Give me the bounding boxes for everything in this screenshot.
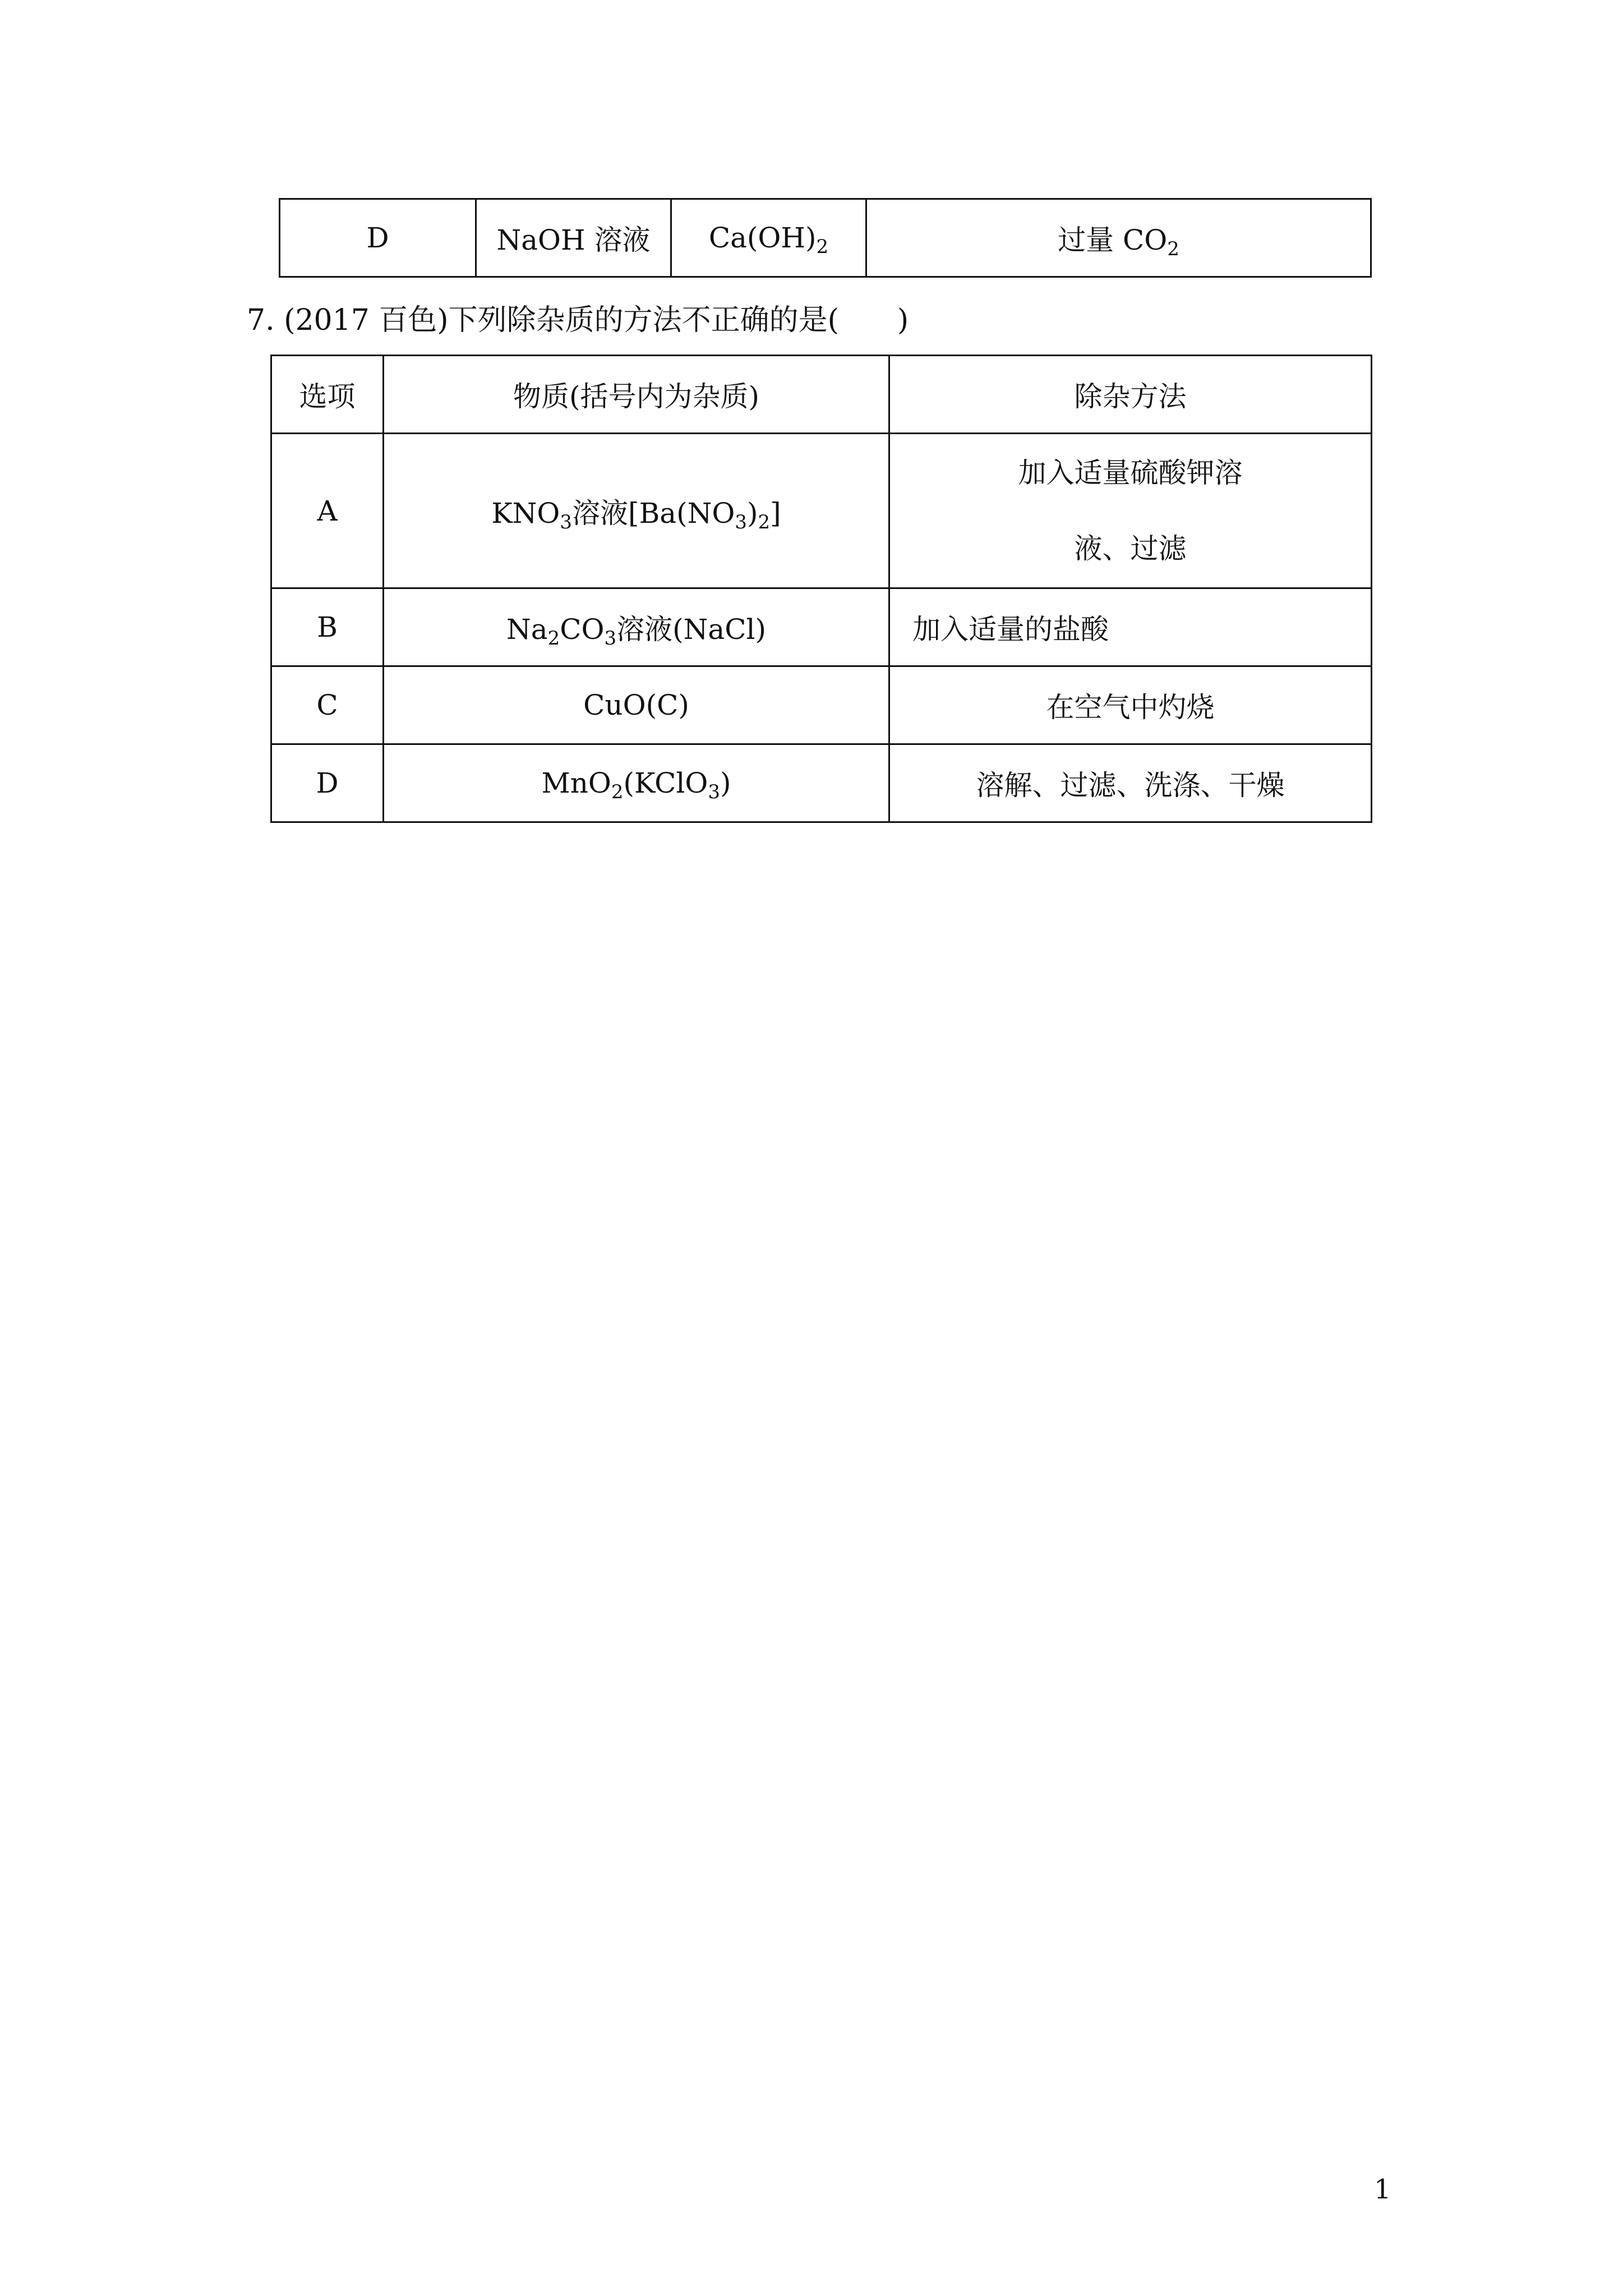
- question-text: (2017 百色)下列除杂质的方法不正确的是( ): [284, 303, 909, 337]
- table-row: [280, 199, 1371, 277]
- option-cell: A: [271, 434, 384, 588]
- page-number: 1: [1374, 2174, 1391, 2205]
- impurity-removal-table: [270, 355, 1372, 823]
- header-method: 除杂方法: [889, 356, 1372, 434]
- option-cell: D: [280, 199, 476, 277]
- option-cell: B: [271, 588, 384, 666]
- option-cell: C: [271, 666, 384, 744]
- substance-cell: CuO(C): [384, 666, 889, 744]
- method-cell: 过量 $CO_2$: [866, 199, 1371, 277]
- method-cell: 溶解、过滤、洗涤、干燥: [889, 744, 1372, 822]
- method-cell: 在空气中灼烧: [889, 666, 1372, 744]
- table-row: [271, 666, 1372, 744]
- table-header-row: [271, 356, 1372, 434]
- substance-cell: $KNO_3$溶液$[Ba(NO_3)_2]$: [384, 434, 889, 588]
- substance-cell: NaOH 溶液: [476, 199, 671, 277]
- table-row: [271, 434, 1372, 588]
- header-substance: 物质(括号内为杂质): [384, 356, 889, 434]
- impurity-cell: $Ca(OH)_2$: [671, 199, 866, 277]
- option-cell: D: [271, 744, 384, 822]
- header-option: 选项: [271, 356, 384, 434]
- table-row: [271, 744, 1372, 822]
- method-cell: 加入适量的盐酸: [889, 588, 1372, 666]
- question-number: 7.: [247, 303, 275, 337]
- method-cell: 加入适量硫酸钾溶 液、过滤: [889, 434, 1372, 588]
- substance-cell: $Na_2CO_3$溶液(NaCl): [384, 588, 889, 666]
- previous-question-table: [279, 198, 1372, 278]
- table-row: [271, 588, 1372, 666]
- question-7: [247, 296, 909, 338]
- substance-cell: MnO$_2$(KClO$_3$): [384, 744, 889, 822]
